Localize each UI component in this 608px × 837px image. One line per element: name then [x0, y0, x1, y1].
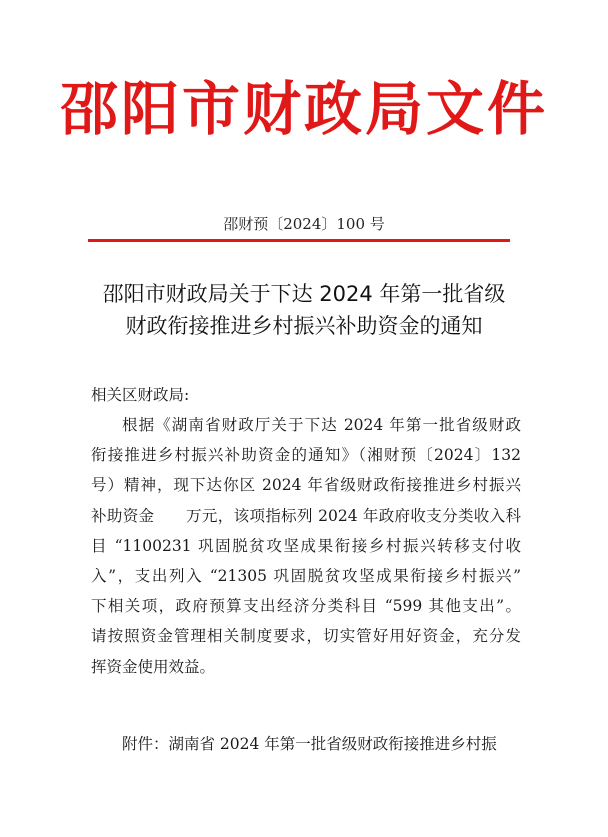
- salutation: 相关区财政局:: [91, 386, 190, 404]
- paragraph-line: 入”，支出列入 “21305 巩固脱贫攻坚成果衔接乡村振兴”: [91, 567, 521, 586]
- header-red-rule: [88, 239, 510, 242]
- notice-title-line-2: 财政衔接推进乡村振兴补助资金的通知: [125, 314, 483, 338]
- notice-title: [60, 278, 548, 342]
- paragraph-line: 号）精神，现下达你区 2024 年省级财政衔接推进乡村振兴: [91, 476, 521, 495]
- attachment-line: 附件：湖南省 2024 年第一批省级财政衔接推进乡村振: [122, 734, 497, 753]
- paragraph-line: 下相关项，政府预算支出经济分类科目 “599 其他支出”。: [91, 597, 521, 616]
- main-paragraph: [91, 410, 521, 682]
- document-header-title: 邵阳市财政局文件: [59, 75, 548, 143]
- notice-body: [91, 380, 521, 759]
- notice-title-line-1: 邵阳市财政局关于下达 2024 年第一批省级: [102, 282, 506, 306]
- paragraph-spacer: [91, 682, 521, 729]
- paragraph-line: 目 “1100231 巩固脱贫攻坚成果衔接乡村振兴转移支付收: [91, 536, 521, 555]
- document-number: 邵财预〔2024〕100 号: [223, 215, 385, 233]
- paragraph-line: 补助资金 万元，该项指标列 2024 年政府收支分类收入科: [91, 506, 521, 525]
- paragraph-line: 请按照资金管理相关制度要求，切实管好用好资金，充分发: [91, 627, 521, 646]
- paragraph-line: 衔接推进乡村振兴补助资金的通知》（湘财预〔2024〕132: [91, 446, 521, 465]
- paragraph-line: 挥资金使用效益。: [91, 657, 216, 676]
- paragraph-line: 根据《湖南省财政厅关于下达 2024 年第一批省级财政: [122, 416, 521, 434]
